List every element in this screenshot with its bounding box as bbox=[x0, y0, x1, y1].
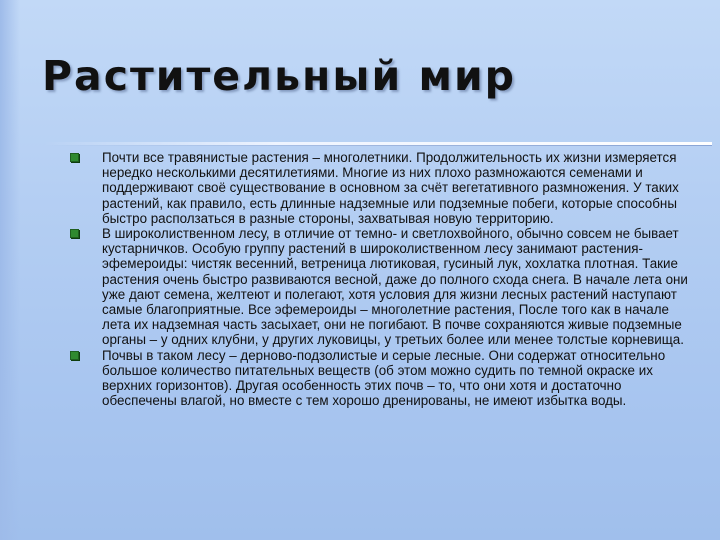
bullet-item bbox=[70, 348, 690, 409]
slide-title: Растительный мир bbox=[42, 52, 517, 100]
title-divider-shadow bbox=[44, 145, 712, 146]
square-bullet-icon bbox=[70, 229, 79, 238]
bullet-list bbox=[70, 150, 690, 408]
bullet-text: Почвы в таком лесу – дерново-подзолистые и серые лесные. Они содержат относительно большое количество питательных веществ (об этом можно судить по темной окраске их верхних горизонтов). Другая особенность этих почв – то, что они хотя и достаточно обеспечены влагой, но вместе с тем хорошо дренированы, не имеют избытка воды. bbox=[102, 347, 666, 409]
bullet-item bbox=[70, 226, 690, 348]
bullet-text: В широколиственном лесу, в отличие от темно- и светлохвойного, обычно совсем не бывает кустарничков. Особую группу растений в широколиственном лесу занимают растения-эфемероиды: чистяк весенний, ветреница лютиковая, гусиный лук, хохлатка плотная. Такие растения очень быстро развиваются весной, даже до полного схода снега. В начале лета они уже дают семена, желтеют и полегают, хотя условия для жизни лесных растений наступают самые благоприятные. Все эфемероиды – многолетние растения, После того как в начале лета их надземная часть засыхает, они не погибают. В почве сохраняются живые подземные органы – у одних клубни, у других луковицы, у третьих более или менее толстые корневища. bbox=[102, 226, 688, 348]
bullet-text: Почти все травянистые растения – многолетники. Продолжительность их жизни измеряется нередко несколькими десятилетиями. Многие из них плохо размножаются семенами и поддерживают своё существование в основном за счёт вегетативного размножения. У таких растений, как правило, есть длинные надземные или подземные побеги, которые способны быстро расползаться в разные стороны, захватывая новую территорию. bbox=[102, 150, 679, 226]
square-bullet-icon bbox=[70, 351, 79, 360]
square-bullet-icon bbox=[70, 153, 79, 162]
left-gradient-band bbox=[0, 0, 20, 540]
bullet-item bbox=[70, 150, 690, 226]
